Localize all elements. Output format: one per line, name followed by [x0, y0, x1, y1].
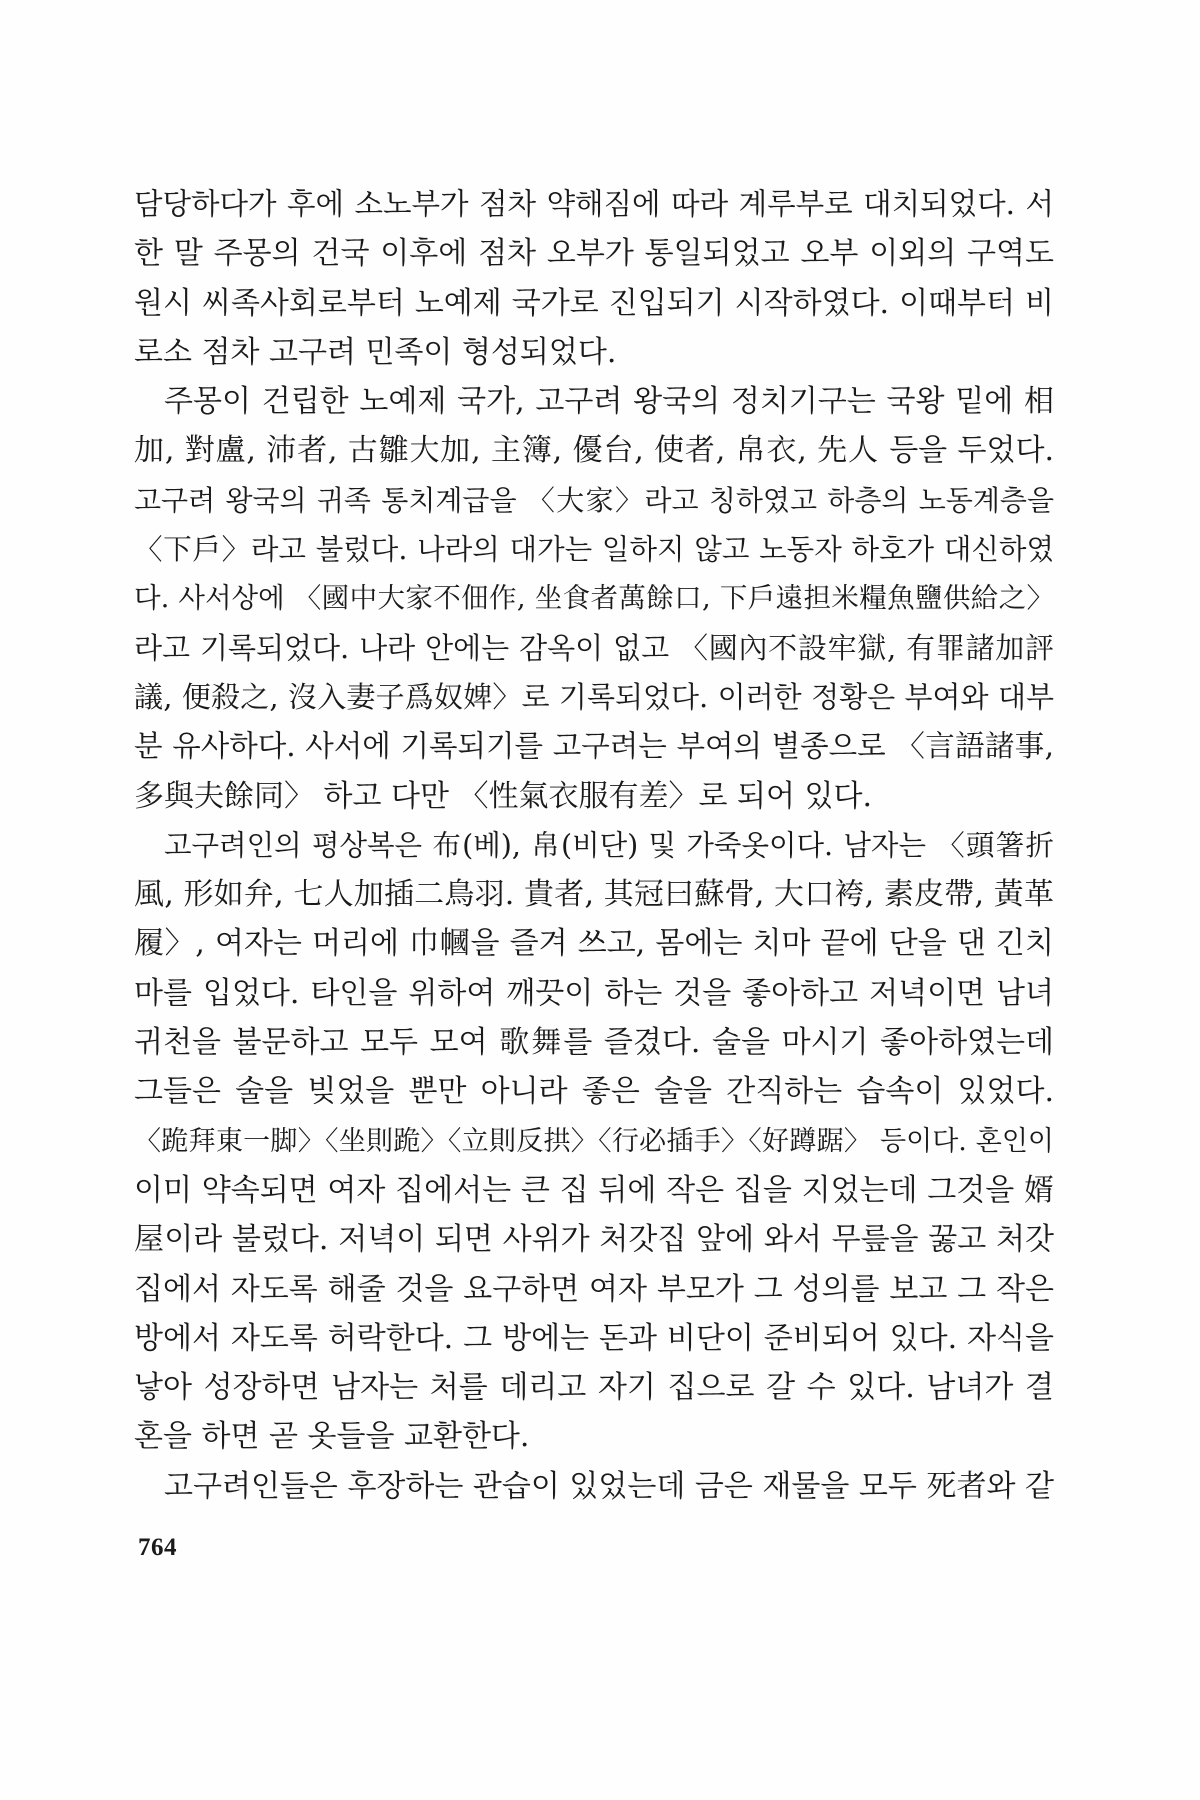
text-line: 라고 기록되었다. 나라 안에는 감옥이 없고 〈國內不設牢獄, 有罪諸加評 — [134, 630, 1054, 665]
text-line: 風, 形如弁, 七人加插二鳥羽. 貴者, 其冠曰蘇骨, 大口袴, 素皮帶, 黃革 — [134, 877, 1054, 913]
text-line: 혼을 하면 곧 옷들을 교환한다. — [134, 1419, 530, 1455]
text-line: 방에서 자도록 허락한다. 그 방에는 돈과 비단이 준비되어 있다. 자식을 — [134, 1320, 1054, 1356]
text-line: 로소 점차 고구려 민족이 형성되었다. — [134, 334, 617, 370]
text-line: 원시 씨족사회로부터 노예제 국가로 진입되기 시작하였다. 이때부터 비 — [134, 285, 1054, 321]
text-line: 다. 사서상에 〈國中大家不佃作, 坐食者萬餘口, 下戶遠担米糧魚鹽供給之〉 — [134, 582, 1054, 615]
text-line: 귀천을 불문하고 모두 모여 歌舞를 즐겼다. 술을 마시기 좋아하였는데 — [134, 1025, 1054, 1061]
body-text — [134, 180, 1054, 1511]
text-line: 한 말 주몽의 건국 이후에 점차 오부가 통일되었고 오부 이외의 구역도 — [134, 236, 1054, 272]
text-line: 〈跪拜東一脚〉〈坐則跪〉〈立則反拱〉〈行必插手〉〈好蹲踞〉 등이다. 혼인이 — [134, 1125, 1054, 1157]
text-line: 담당하다가 후에 소노부가 점차 약해짐에 따라 계루부로 대치되었다. 서 — [134, 187, 1054, 221]
text-line: 분 유사하다. 사서에 기록되기를 고구려는 부여의 별종으로 〈言語諸事, — [134, 729, 1054, 764]
paragraph-first-line: 고구려인의 평상복은 布(베), 帛(비단) 및 가죽옷이다. 남자는 〈頭箸折 — [164, 828, 1054, 862]
text-line: 고구려 왕국의 귀족 통치계급을 〈大家〉라고 칭하였고 하층의 노동계층을 — [134, 483, 1054, 517]
text-line: 이미 약속되면 여자 집에서는 큰 집 뒤에 작은 집을 지었는데 그것을 婿 — [134, 1172, 1054, 1208]
text-line: 집에서 자도록 해줄 것을 요구하면 여자 부모가 그 성의를 보고 그 작은 — [134, 1271, 1054, 1307]
text-line: 加, 對盧, 沛者, 古雛大加, 主簿, 優台, 使者, 帛衣, 先人 등을 두었다. — [134, 433, 1054, 469]
text-line: 낳아 성장하면 남자는 처를 데리고 자기 집으로 갈 수 있다. 남녀가 결 — [134, 1370, 1054, 1406]
text-line: 〈下戶〉라고 불렀다. 나라의 대가는 일하지 않고 노동자 하호가 대신하였 — [134, 533, 1054, 567]
text-line: 多與夫餘同〉 하고 다만 〈性氣衣服有差〉로 되어 있다. — [134, 778, 873, 814]
paragraph-first-line: 주몽이 건립한 노예제 국가, 고구려 왕국의 정치기구는 국왕 밑에 相 — [164, 384, 1054, 420]
text-line: 屋이라 불렀다. 저녁이 되면 사위가 처갓집 앞에 와서 무릎을 꿇고 처갓 — [134, 1222, 1054, 1258]
text-line: 履〉, 여자는 머리에 巾幗을 즐겨 쓰고, 몸에는 치마 끝에 단을 댄 긴치 — [134, 926, 1054, 962]
page-number: 764 — [138, 1534, 177, 1561]
paragraph-first-line: 고구려인들은 후장하는 관습이 있었는데 금은 재물을 모두 死者와 같 — [164, 1468, 1054, 1504]
text-line: 마를 입었다. 타인을 위하여 깨끗이 하는 것을 좋아하고 저녁이면 남녀 — [134, 975, 1054, 1011]
text-line: 그들은 술을 빚었을 뿐만 아니라 좋은 술을 간직하는 습속이 있었다. — [134, 1074, 1054, 1110]
text-line: 議, 便殺之, 沒入妻子爲奴婢〉로 기록되었다. 이러한 정황은 부여와 대부 — [134, 679, 1054, 714]
